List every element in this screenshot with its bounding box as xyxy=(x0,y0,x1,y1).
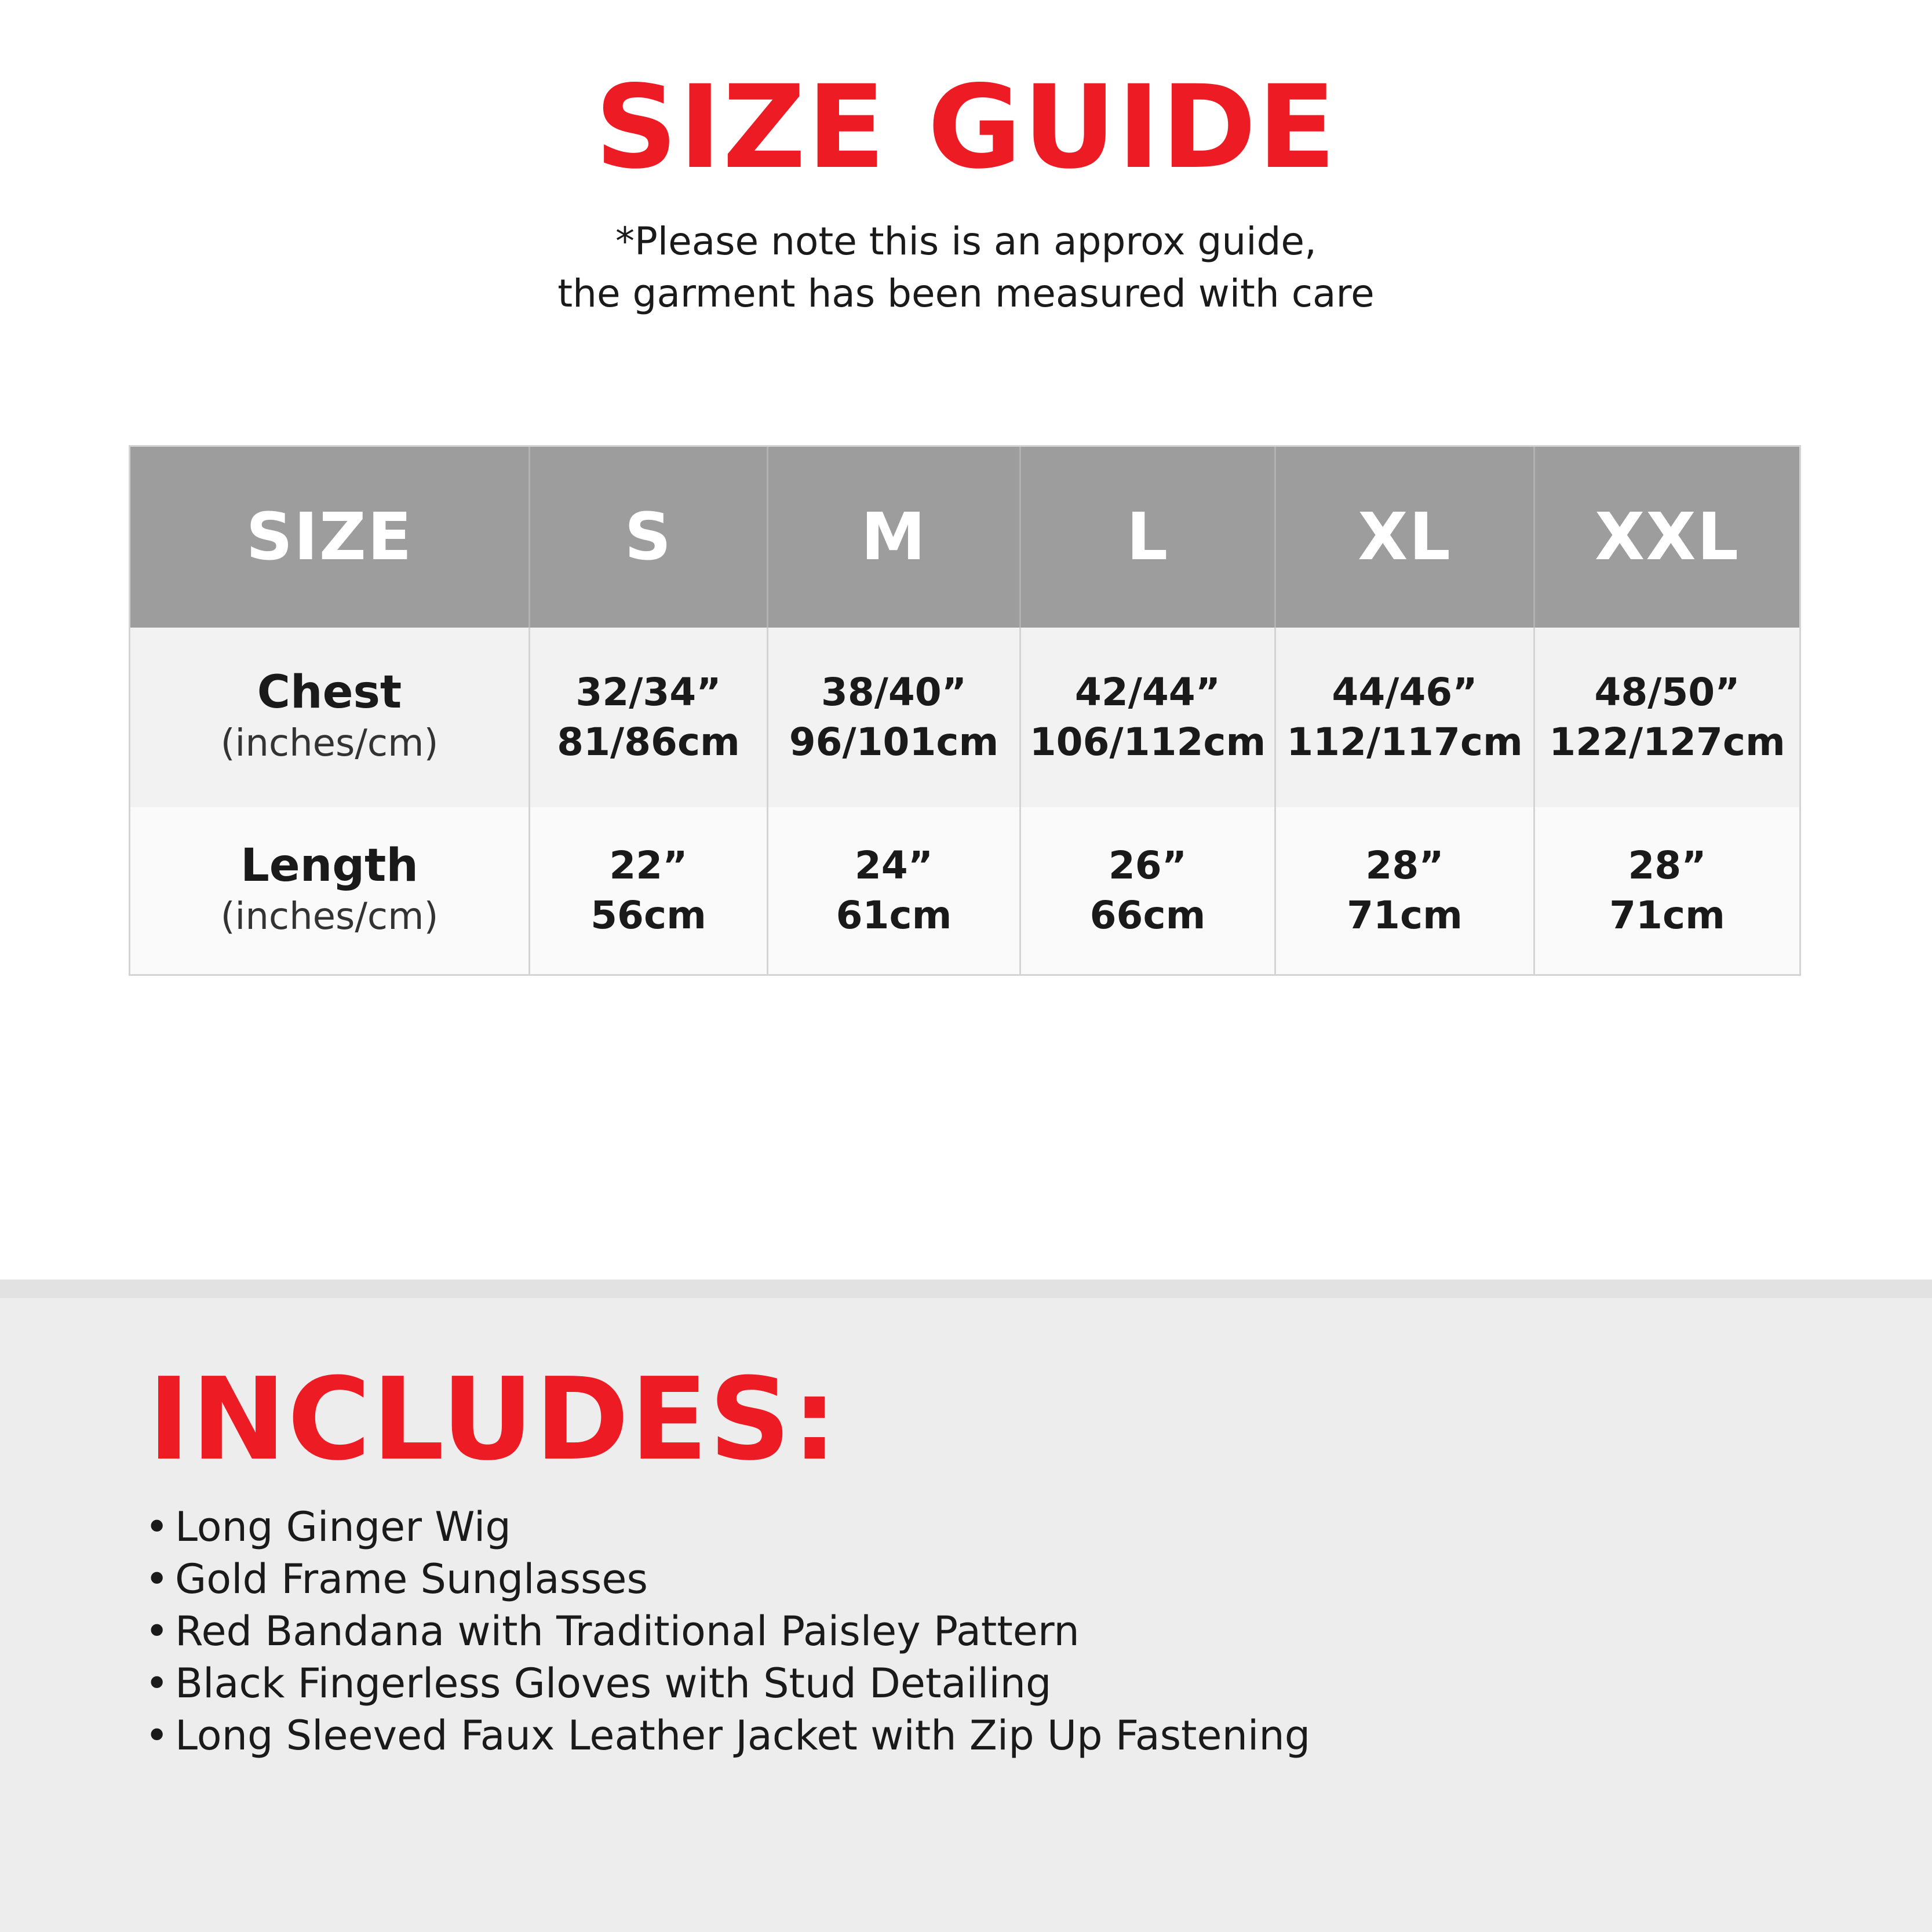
table-row-chest xyxy=(130,628,1799,807)
list-item xyxy=(145,1501,1310,1553)
value-inches: 32/34” xyxy=(575,670,721,715)
column-header-size xyxy=(130,447,530,628)
table-cell xyxy=(1021,628,1276,807)
column-header-label: L xyxy=(1126,500,1169,575)
includes-title: INCLUDES: xyxy=(148,1354,839,1486)
value-inches: 28” xyxy=(1365,843,1444,888)
approx-guide-note xyxy=(0,216,1932,320)
column-header-label: M xyxy=(861,500,927,575)
list-item-text: Long Ginger Wig xyxy=(175,1503,511,1551)
note-line-2: the garment has been measured with care xyxy=(557,271,1375,316)
table-cell xyxy=(1021,807,1276,974)
bullet-icon: • xyxy=(145,1607,169,1655)
list-item xyxy=(145,1709,1310,1762)
value-inches: 22” xyxy=(609,843,688,888)
value-cm: 112/117cm xyxy=(1286,720,1523,764)
row-header-length xyxy=(130,807,530,974)
column-header-xxl xyxy=(1535,447,1799,628)
bullet-icon: • xyxy=(145,1503,169,1551)
value-cm: 66cm xyxy=(1089,893,1206,938)
table-cell xyxy=(1276,628,1535,807)
column-header-s xyxy=(530,447,768,628)
value-inches: 48/50” xyxy=(1594,670,1740,715)
includes-section xyxy=(0,1280,1932,1932)
table-cell xyxy=(1276,807,1535,974)
table-cell xyxy=(530,628,768,807)
includes-list xyxy=(145,1501,1310,1762)
value-inches: 24” xyxy=(854,843,934,888)
value-inches: 38/40” xyxy=(821,670,967,715)
bullet-icon: • xyxy=(145,1660,169,1707)
value-cm: 56cm xyxy=(590,893,706,938)
list-item-text: Black Fingerless Gloves with Stud Detailing xyxy=(175,1660,1052,1707)
value-cm: 71cm xyxy=(1609,893,1725,938)
column-header-label: XXL xyxy=(1594,500,1740,575)
list-item xyxy=(145,1657,1310,1709)
bullet-icon: • xyxy=(145,1555,169,1603)
value-cm: 122/127cm xyxy=(1549,720,1785,764)
value-cm: 96/101cm xyxy=(789,720,999,764)
table-cell xyxy=(768,628,1021,807)
list-item xyxy=(145,1553,1310,1605)
column-header-m xyxy=(768,447,1021,628)
value-cm: 71cm xyxy=(1347,893,1463,938)
row-unit: (inches/cm) xyxy=(220,722,439,765)
table-cell xyxy=(768,807,1021,974)
table-cell xyxy=(1535,628,1799,807)
table-header-row xyxy=(130,447,1799,628)
page-title: SIZE GUIDE xyxy=(595,60,1337,194)
list-item xyxy=(145,1605,1310,1657)
value-inches: 28” xyxy=(1628,843,1707,888)
column-header-xl xyxy=(1276,447,1535,628)
size-table xyxy=(129,445,1801,976)
value-cm: 106/112cm xyxy=(1029,720,1266,764)
value-inches: 42/44” xyxy=(1074,670,1221,715)
row-label: Length xyxy=(240,840,418,892)
bullet-icon: • xyxy=(145,1712,169,1759)
list-item-text: Red Bandana with Traditional Paisley Pattern xyxy=(175,1607,1080,1655)
row-label: Chest xyxy=(257,666,402,719)
table-cell xyxy=(1535,807,1799,974)
column-header-l xyxy=(1021,447,1276,628)
column-header-label: XL xyxy=(1358,500,1452,575)
note-line-1: *Please note this is an approx guide, xyxy=(615,219,1317,264)
column-header-label: S xyxy=(624,500,673,575)
list-item-text: Gold Frame Sunglasses xyxy=(175,1555,648,1603)
value-cm: 81/86cm xyxy=(557,720,740,764)
list-item-text: Long Sleeved Faux Leather Jacket with Zip Up Fastening xyxy=(175,1712,1311,1759)
value-inches: 26” xyxy=(1108,843,1187,888)
row-unit: (inches/cm) xyxy=(220,895,439,938)
column-header-label: SIZE xyxy=(246,500,413,575)
row-header-chest xyxy=(130,628,530,807)
value-cm: 61cm xyxy=(836,893,952,938)
value-inches: 44/46” xyxy=(1332,670,1478,715)
table-row-length xyxy=(130,807,1799,974)
table-cell xyxy=(530,807,768,974)
